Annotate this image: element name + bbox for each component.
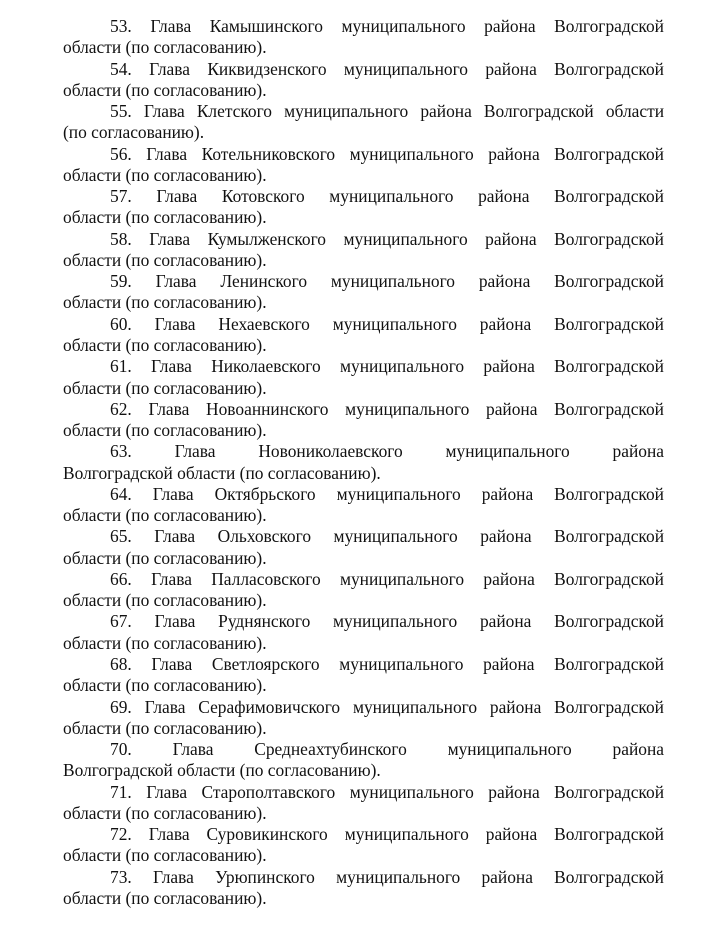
list-item-first-line: 72. Глава Суровикинского муниципального района Волгоградской xyxy=(110,824,664,845)
list-item-first-line: 57. Глава Котовского муниципального района Волгоградской xyxy=(110,186,664,207)
list-item-first-line: 66. Глава Палласовского муниципального района Волгоградской xyxy=(110,568,664,589)
list-item xyxy=(63,101,664,144)
list-item xyxy=(63,271,664,314)
list-item-first-line: 54. Глава Киквидзенского муниципального района Волгоградской xyxy=(110,58,664,79)
list-item xyxy=(63,782,664,825)
list-item-second-line: области (по согласованию). xyxy=(63,37,267,58)
list-item-first-line: 70. Глава Среднеахтубинского муниципального района xyxy=(110,739,664,760)
list-item-first-line: 53. Глава Камышинского муниципального района Волгоградской xyxy=(110,16,664,36)
list-item xyxy=(63,824,664,867)
list-item xyxy=(63,611,664,654)
list-item-second-line: области (по согласованию). xyxy=(63,505,267,526)
list-item-first-line: 68. Глава Светлоярского муниципального района Волгоградской xyxy=(110,653,664,674)
list-item-second-line: области (по согласованию). xyxy=(63,675,267,696)
list-item-first-line: 59. Глава Ленинского муниципального района Волгоградской xyxy=(110,271,664,292)
list-item-second-line: области (по согласованию). xyxy=(63,420,267,441)
list-item xyxy=(63,59,664,102)
list-item-second-line: области (по согласованию). xyxy=(63,334,267,355)
list-item-first-line: 69. Глава Серафимовичского муниципального района Волгоградской xyxy=(110,696,664,717)
list-item-second-line: области (по согласованию). xyxy=(63,292,267,313)
list-item-second-line: области (по согласованию). xyxy=(63,590,267,611)
list-item-second-line: области (по согласованию). xyxy=(63,887,267,908)
list-item-first-line: 67. Глава Руднянского муниципального района Волгоградской xyxy=(110,611,664,632)
list-item-first-line: 55. Глава Клетского муниципального района Волгоградской области xyxy=(110,101,664,122)
list-item xyxy=(63,526,664,569)
document-page xyxy=(63,16,664,909)
list-item-first-line: 60. Глава Нехаевского муниципального района Волгоградской xyxy=(110,313,664,334)
list-item-second-line: (по согласованию). xyxy=(63,122,205,143)
list-item-first-line: 62. Глава Новоаннинского муниципального района Волгоградской xyxy=(110,398,664,419)
list-item xyxy=(63,314,664,357)
list-item xyxy=(63,484,664,527)
list-item xyxy=(63,654,664,697)
list-item-second-line: области (по согласованию). xyxy=(63,717,267,738)
list-item xyxy=(63,16,664,59)
list-item xyxy=(63,697,664,740)
list-item xyxy=(63,569,664,612)
list-item xyxy=(63,229,664,272)
list-item-first-line: 64. Глава Октябрьского муниципального района Волгоградской xyxy=(110,483,664,504)
list-item-second-line: области (по согласованию). xyxy=(63,377,267,398)
list-item-first-line: 71. Глава Старополтавского муниципального района Волгоградской xyxy=(110,781,664,802)
list-item-first-line: 58. Глава Кумылженского муниципального района Волгоградской xyxy=(110,228,664,249)
list-item-first-line: 63. Глава Новониколаевского муниципального района xyxy=(110,441,664,462)
list-item-second-line: области (по согласованию). xyxy=(63,845,267,866)
list-item-second-line: области (по согласованию). xyxy=(63,632,267,653)
list-item xyxy=(63,144,664,187)
list-item-second-line: Волгоградской области (по согласованию). xyxy=(63,462,381,483)
list-item-second-line: Волгоградской области (по согласованию). xyxy=(63,760,381,781)
list-item xyxy=(63,356,664,399)
list-item-second-line: области (по согласованию). xyxy=(63,802,267,823)
list-item-second-line: области (по согласованию). xyxy=(63,164,267,185)
list-item-second-line: области (по согласованию). xyxy=(63,79,267,100)
list-item-second-line: области (по согласованию). xyxy=(63,249,267,270)
list-item xyxy=(63,399,664,442)
list-item xyxy=(63,186,664,229)
list-item-first-line: 65. Глава Ольховского муниципального района Волгоградской xyxy=(110,526,664,547)
list-item-second-line: области (по согласованию). xyxy=(63,207,267,228)
list-item xyxy=(63,739,664,782)
list-item xyxy=(63,867,664,910)
list-item xyxy=(63,441,664,484)
list-item-second-line: области (по согласованию). xyxy=(63,547,267,568)
list-item-first-line: 73. Глава Урюпинского муниципального района Волгоградской xyxy=(110,866,664,887)
list-item-first-line: 61. Глава Николаевского муниципального района Волгоградской xyxy=(110,356,664,377)
list-item-first-line: 56. Глава Котельниковского муниципального района Волгоградской xyxy=(110,143,664,164)
